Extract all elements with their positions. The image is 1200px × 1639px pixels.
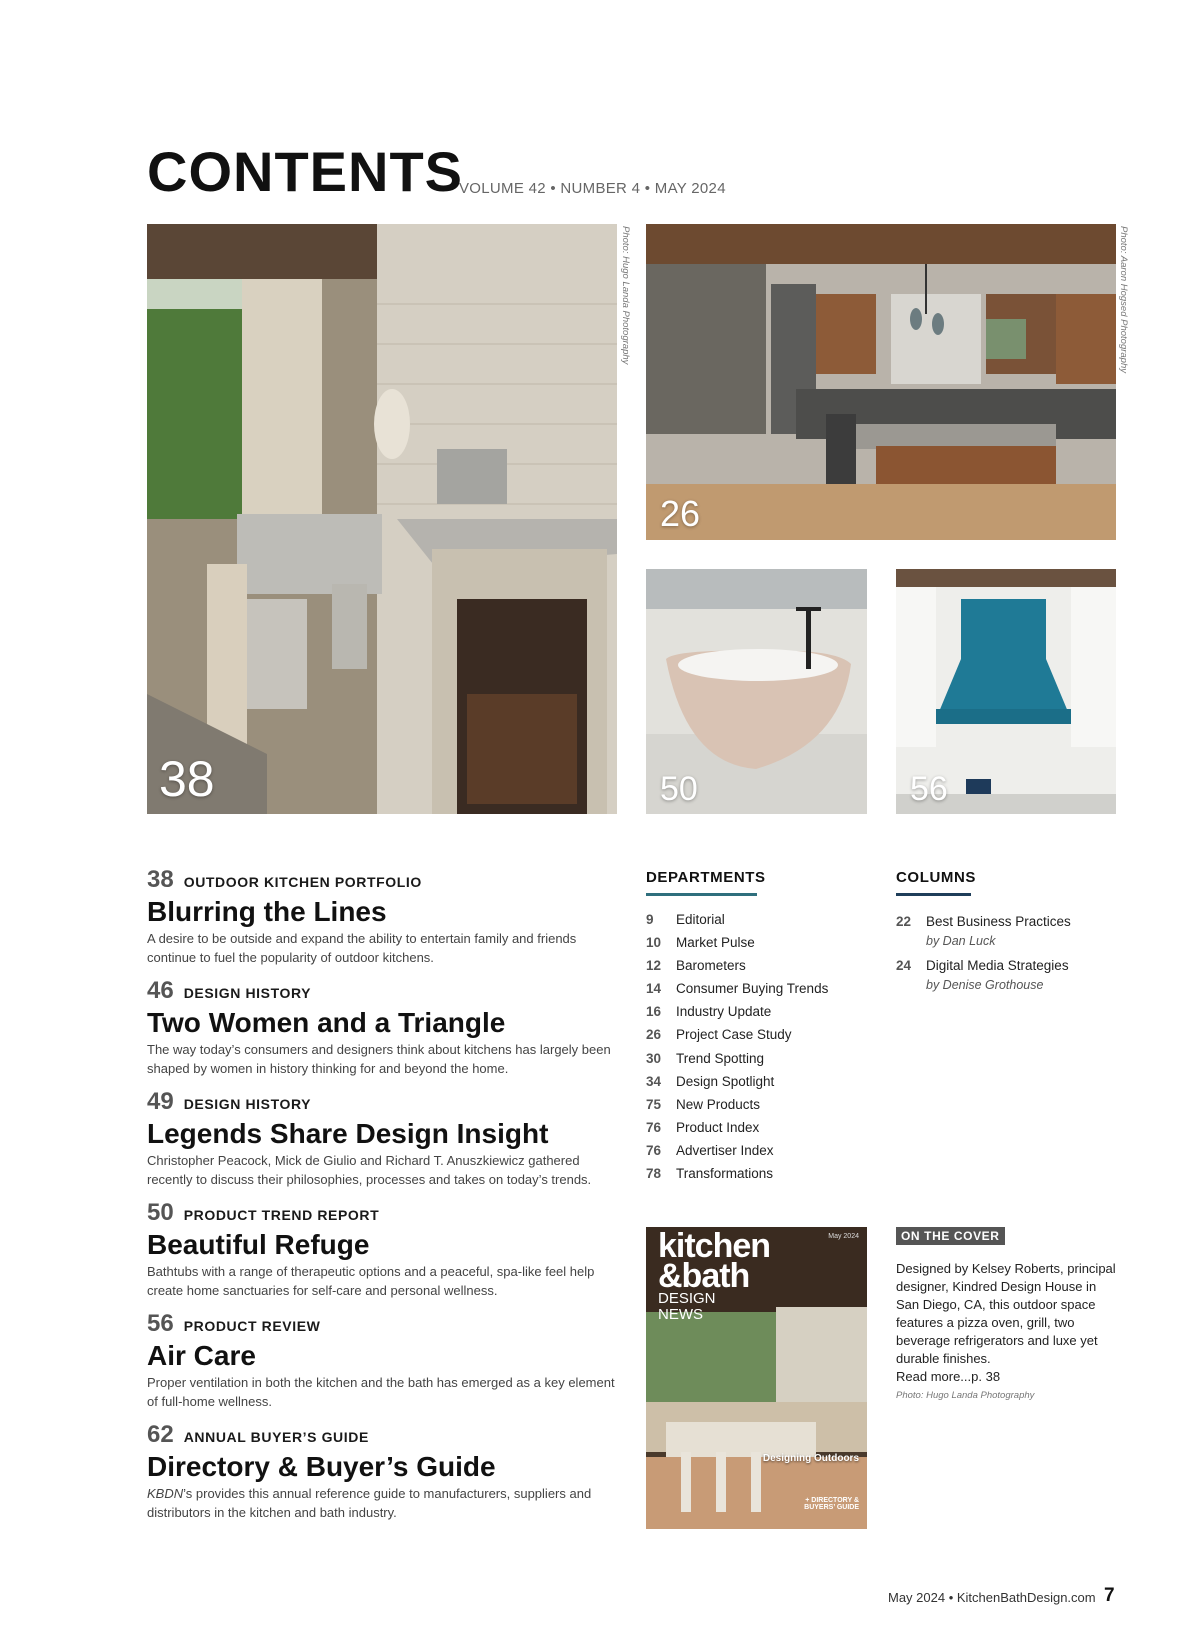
- on-the-cover-badge: ON THE COVER: [896, 1227, 1005, 1245]
- page-number: 7: [1104, 1585, 1115, 1606]
- photo-bathtub[interactable]: [646, 569, 867, 814]
- list-item[interactable]: [646, 1093, 876, 1116]
- item-page-number: 76: [646, 1142, 662, 1158]
- magazine-cover[interactable]: [646, 1227, 867, 1529]
- item-label: Market Pulse: [676, 935, 755, 951]
- list-item[interactable]: [646, 1116, 876, 1139]
- publication-abbrev: KBDN: [147, 1486, 184, 1501]
- item-page-number: 26: [646, 1027, 662, 1043]
- feature-category: DESIGN HISTORY: [183, 1096, 312, 1112]
- photo-page-number: 26: [660, 493, 701, 534]
- departments-rule: [646, 893, 757, 896]
- item-page-number: 9: [646, 912, 654, 927]
- feature-title[interactable]: Air Care: [147, 1340, 256, 1371]
- cover-masthead-design: DESIGN: [658, 1290, 716, 1307]
- feature-title[interactable]: Directory & Buyer’s Guide: [147, 1451, 496, 1482]
- outdoor-kitchen-illustration: [147, 224, 617, 814]
- item-label: Product Index: [676, 1119, 760, 1135]
- item-label: Advertiser Index: [676, 1142, 774, 1158]
- item-page-number: 12: [646, 958, 662, 974]
- list-item[interactable]: [646, 1023, 876, 1046]
- feature-title[interactable]: Legends Share Design Insight: [147, 1118, 549, 1149]
- feature-page-number: 49: [147, 1088, 174, 1115]
- item-label: Best Business Practices: [926, 914, 1071, 929]
- cover-masthead-line1: kitchen: [658, 1227, 771, 1265]
- feature-category: PRODUCT TREND REPORT: [183, 1207, 380, 1223]
- feature-description: A desire to be outside and expand the ability to entertain family and friends continue to fuel the popularity of outdoor kitchens.: [147, 931, 577, 965]
- item-label: Transformations: [676, 1166, 774, 1182]
- photo-page-number: 50: [660, 770, 698, 808]
- item-label: Trend Spotting: [676, 1050, 765, 1066]
- feature-category: DESIGN HISTORY: [183, 985, 312, 1001]
- photo-kitchen-interior[interactable]: [646, 224, 1116, 540]
- feature-description: Proper ventilation in both the kitchen and the bath has emerged as a key element of full-home wellness.: [147, 1375, 615, 1409]
- item-label: Project Case Study: [676, 1027, 792, 1043]
- feature-item[interactable]: [147, 866, 617, 967]
- cover-masthead-news: NEWS: [658, 1306, 703, 1323]
- cover-masthead-line2: &bath: [658, 1257, 750, 1295]
- cover-masthead-side: [658, 1291, 770, 1323]
- item-page-number: 10: [646, 935, 662, 951]
- feature-description: The way today’s consumers and designers think about kitchens has largely been shaped by women in history thinking for and beyond the home.: [147, 1042, 611, 1076]
- kitchen-interior-illustration: [646, 224, 1116, 540]
- list-item[interactable]: [646, 1139, 876, 1162]
- item-page-number: 22: [896, 914, 912, 929]
- columns-rule: [896, 893, 971, 896]
- feature-description: [147, 1484, 617, 1522]
- item-page-number: 24: [896, 958, 912, 973]
- feature-item[interactable]: [147, 1199, 617, 1300]
- page-footer: May 2024 • KitchenBathDesign.com: [888, 1590, 1096, 1605]
- feature-description-text: ’s provides this annual reference guide to manufacturers, suppliers and distributors in the kitchen and bath industry.: [147, 1486, 592, 1520]
- list-item[interactable]: [646, 1162, 876, 1185]
- item-page-number: 14: [646, 981, 662, 997]
- feature-item[interactable]: [147, 977, 617, 1078]
- feature-category: PRODUCT REVIEW: [183, 1318, 321, 1334]
- photo-page-number: 38: [159, 751, 215, 807]
- list-item[interactable]: [646, 1070, 876, 1093]
- list-item[interactable]: [646, 931, 876, 954]
- feature-page-number: 46: [147, 977, 174, 1004]
- departments-heading: DEPARTMENTS: [646, 869, 766, 886]
- cover-tagline: Designing Outdoors: [762, 1453, 859, 1464]
- list-item[interactable]: [646, 1047, 876, 1070]
- columns-list: [896, 913, 1126, 1001]
- list-item[interactable]: [646, 977, 876, 1000]
- feature-item[interactable]: [147, 1310, 617, 1411]
- item-author: by Dan Luck: [926, 934, 996, 948]
- item-page-number: 75: [646, 1096, 662, 1112]
- feature-item[interactable]: [147, 1421, 617, 1522]
- photo-credit: Photo: Aaron Hogsed Photography: [1118, 226, 1129, 373]
- feature-description: Bathtubs with a range of therapeutic options and a peaceful, spa-like feel help create home sanctuaries for self-care and personal wellness.: [147, 1264, 595, 1298]
- list-item[interactable]: [646, 908, 876, 931]
- item-page-number: 78: [646, 1166, 662, 1182]
- photo-range-hood[interactable]: [896, 569, 1116, 814]
- item-label: Barometers: [676, 958, 746, 974]
- item-page-number: 30: [646, 1050, 662, 1066]
- item-label: Design Spotlight: [676, 1073, 775, 1089]
- feature-title[interactable]: Two Women and a Triangle: [147, 1007, 506, 1038]
- list-item[interactable]: [896, 913, 1126, 948]
- list-item[interactable]: [896, 957, 1126, 992]
- item-label: Editorial: [676, 912, 725, 927]
- photo-outdoor-kitchen[interactable]: [147, 224, 617, 814]
- feature-description: Christopher Peacock, Mick de Giulio and Richard T. Anuszkiewicz gathered recently to discuss their philosophies, processes and takes on today’s trends.: [147, 1153, 592, 1187]
- photo-credit: Photo: Hugo Landa Photography: [620, 226, 631, 365]
- item-label: Digital Media Strategies: [926, 958, 1069, 973]
- item-label: New Products: [676, 1096, 761, 1112]
- feature-page-number: 50: [147, 1199, 174, 1226]
- cover-date: May 2024: [828, 1233, 859, 1240]
- list-item[interactable]: [646, 954, 876, 977]
- photo-page-number: 56: [910, 770, 948, 808]
- feature-page-number: 56: [147, 1310, 174, 1337]
- cover-description: [896, 1260, 1118, 1386]
- feature-title[interactable]: Blurring the Lines: [147, 896, 387, 927]
- feature-category: ANNUAL BUYER’S GUIDE: [183, 1429, 369, 1445]
- item-author: by Denise Grothouse: [926, 978, 1044, 992]
- feature-item[interactable]: [147, 1088, 617, 1189]
- read-more-link[interactable]: Read more...p. 38: [896, 1369, 1001, 1384]
- departments-list: [646, 908, 876, 1185]
- cover-sub-tagline: + DIRECTORY & BUYERS’ GUIDE: [804, 1497, 859, 1511]
- item-label: Industry Update: [676, 1004, 772, 1020]
- list-item[interactable]: [646, 1000, 876, 1023]
- item-label: Consumer Buying Trends: [676, 981, 829, 997]
- feature-title[interactable]: Beautiful Refuge: [147, 1229, 370, 1260]
- item-page-number: 16: [646, 1004, 662, 1020]
- feature-page-number: 62: [147, 1421, 174, 1448]
- columns-heading: COLUMNS: [896, 869, 977, 886]
- cover-description-text: Designed by Kelsey Roberts, principal designer, Kindred Design House in San Diego, CA, this outdoor space features a pizza oven, grill, two beverage refrigerators and luxe yet durable finishes.: [896, 1261, 1116, 1366]
- feature-category: OUTDOOR KITCHEN PORTFOLIO: [183, 874, 422, 890]
- item-page-number: 34: [646, 1073, 662, 1089]
- cover-masthead: [658, 1227, 771, 1323]
- item-page-number: 76: [646, 1119, 662, 1135]
- cover-photo-credit: Photo: Hugo Landa Photography: [896, 1390, 1035, 1401]
- page-title: CONTENTS: [147, 140, 463, 203]
- feature-page-number: 38: [147, 866, 174, 893]
- issue-info: VOLUME 42 • NUMBER 4 • MAY 2024: [459, 180, 726, 197]
